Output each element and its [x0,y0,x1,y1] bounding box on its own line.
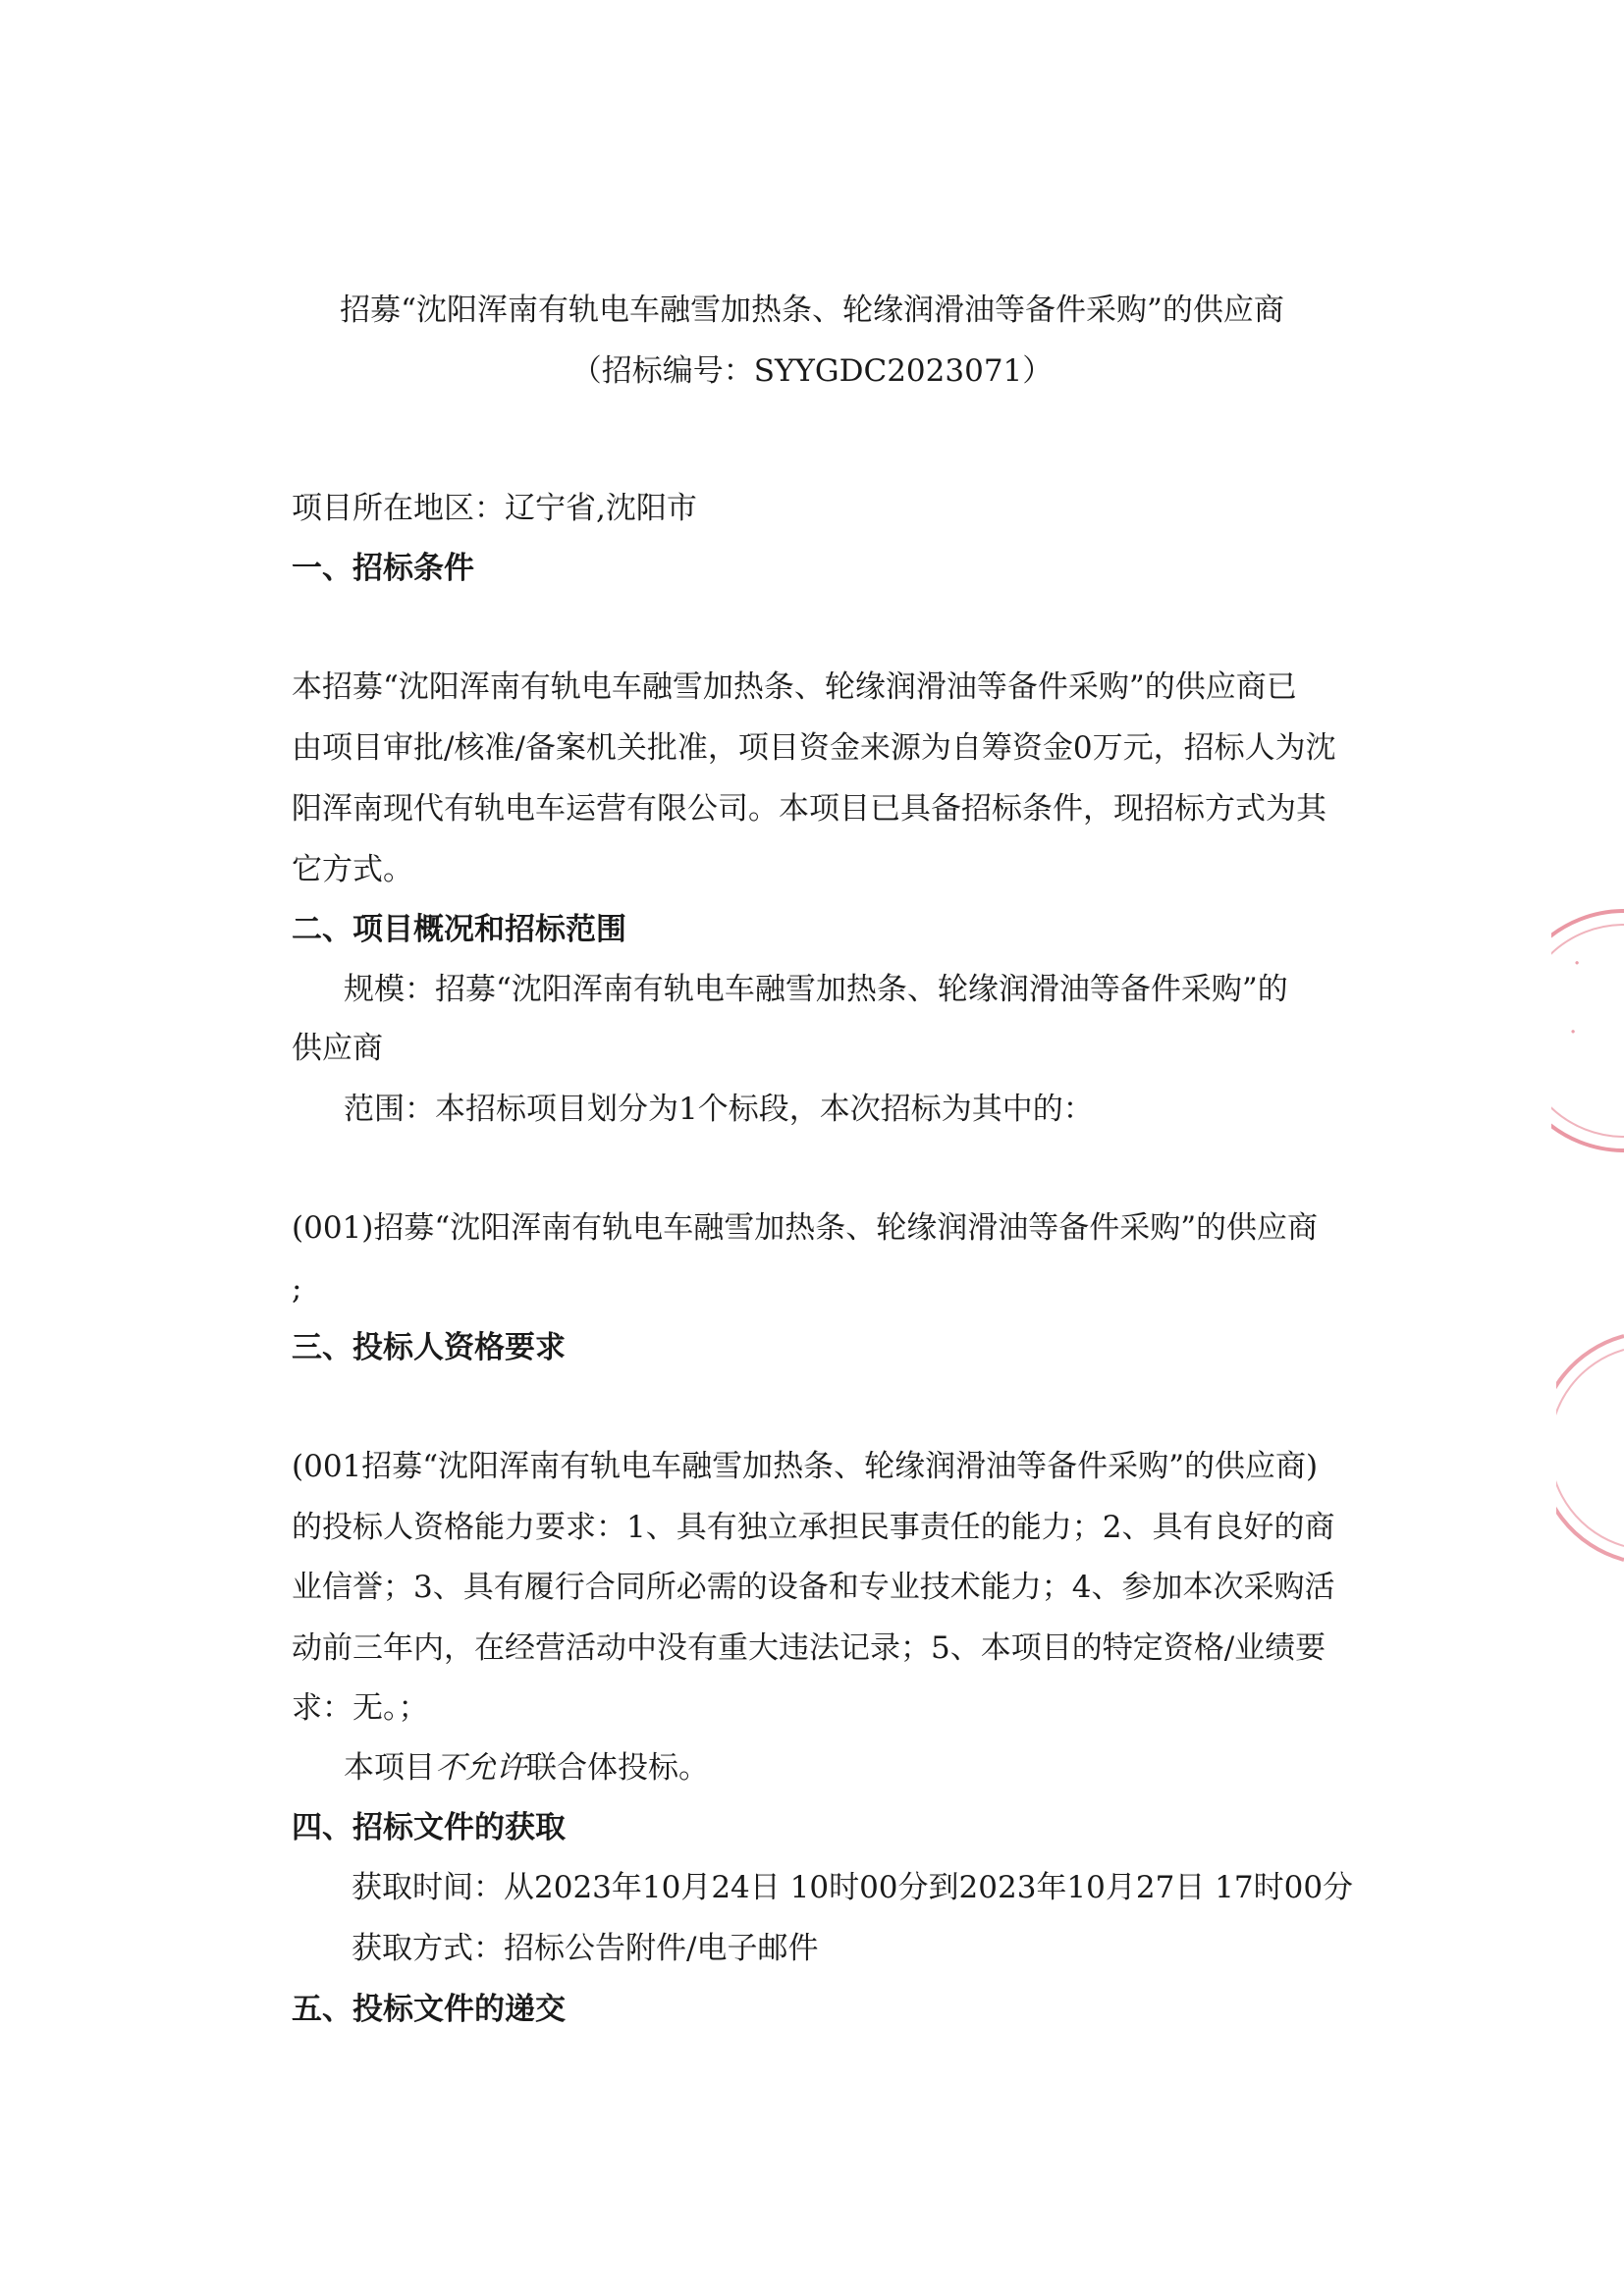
paragraph-line: 业信誉；3、具有履行合同所必需的设备和专业技术能力；4、参加本次采购活 [292,1570,1335,1605]
paragraph-line: 阳浑南现代有轨电车运营有限公司。本项目已具备招标条件，现招标方式为其 [292,791,1326,827]
lot-line: (001)招募“沈阳浑南有轨电车融雪加热条、轮缘润滑油等备件采购”的供应商 [292,1210,1319,1246]
paragraph-line: (001招募“沈阳浑南有轨电车融雪加热条、轮缘润滑油等备件采购”的供应商) [292,1449,1319,1484]
seal-stamp-lower [1556,1330,1624,1566]
seal-glyph: · [1573,949,1582,979]
paragraph-line: 由项目审批/核准/备案机关批准，项目资金来源为自筹资金0万元，招标人为沈 [292,730,1336,766]
seal-stamp-upper [1551,903,1624,1158]
paragraph-line: 的投标人资格能力要求：1、具有独立承担民事责任的能力；2、具有良好的商 [292,1510,1335,1545]
section-heading-5: 五、投标文件的递交 [292,1992,566,2027]
seal-ring [1556,1336,1624,1560]
acquire-time: 获取时间：从2023年10月24日 10时00分到2023年10月27日 17时00分 [352,1870,1354,1905]
joint-bid-suffix: 联合体投标。 [526,1750,709,1786]
paragraph-line: 求：无。； [292,1690,429,1726]
tender-number: （招标编号：SYYGDC2023071） [570,353,1054,389]
section-heading-4: 四、招标文件的获取 [292,1810,566,1845]
acquire-method: 获取方式：招标公告附件/电子邮件 [352,1931,819,1966]
seal-glyph: · [1569,1018,1578,1047]
joint-bid-emphasis: 不允许 [435,1750,526,1786]
paragraph-line: 本招募“沈阳浑南有轨电车融雪加热条、轮缘润滑油等备件采购”的供应商已 [292,669,1297,705]
section-heading-2: 二、项目概况和招标范围 [292,912,626,947]
lot-line-cont: ; [292,1271,302,1307]
paragraph-line: 它方式。 [292,852,413,887]
joint-bid-prefix: 本项目 [344,1750,435,1786]
section-heading-3: 三、投标人资格要求 [292,1330,566,1365]
paragraph-line: 动前三年内，在经营活动中没有重大违法记录；5、本项目的特定资格/业绩要 [292,1630,1326,1666]
seal-ring-inner [1556,1350,1624,1546]
document-title: 招募“沈阳浑南有轨电车融雪加热条、轮缘润滑油等备件采购”的供应商 [340,293,1284,328]
scale-line-cont: 供应商 [292,1031,383,1066]
seal-ring [1551,911,1624,1150]
range-line: 范围：本招标项目划分为1个标段，本次招标为其中的： [344,1092,1094,1127]
seal-ring-inner [1551,925,1624,1137]
joint-bid-line [344,1748,709,1788]
scale-line: 规模：招募“沈阳浑南有轨电车融雪加热条、轮缘润滑油等备件采购”的 [344,972,1288,1007]
section-heading-1: 一、招标条件 [292,551,474,586]
project-region: 项目所在地区：辽宁省,沈阳市 [292,491,697,526]
